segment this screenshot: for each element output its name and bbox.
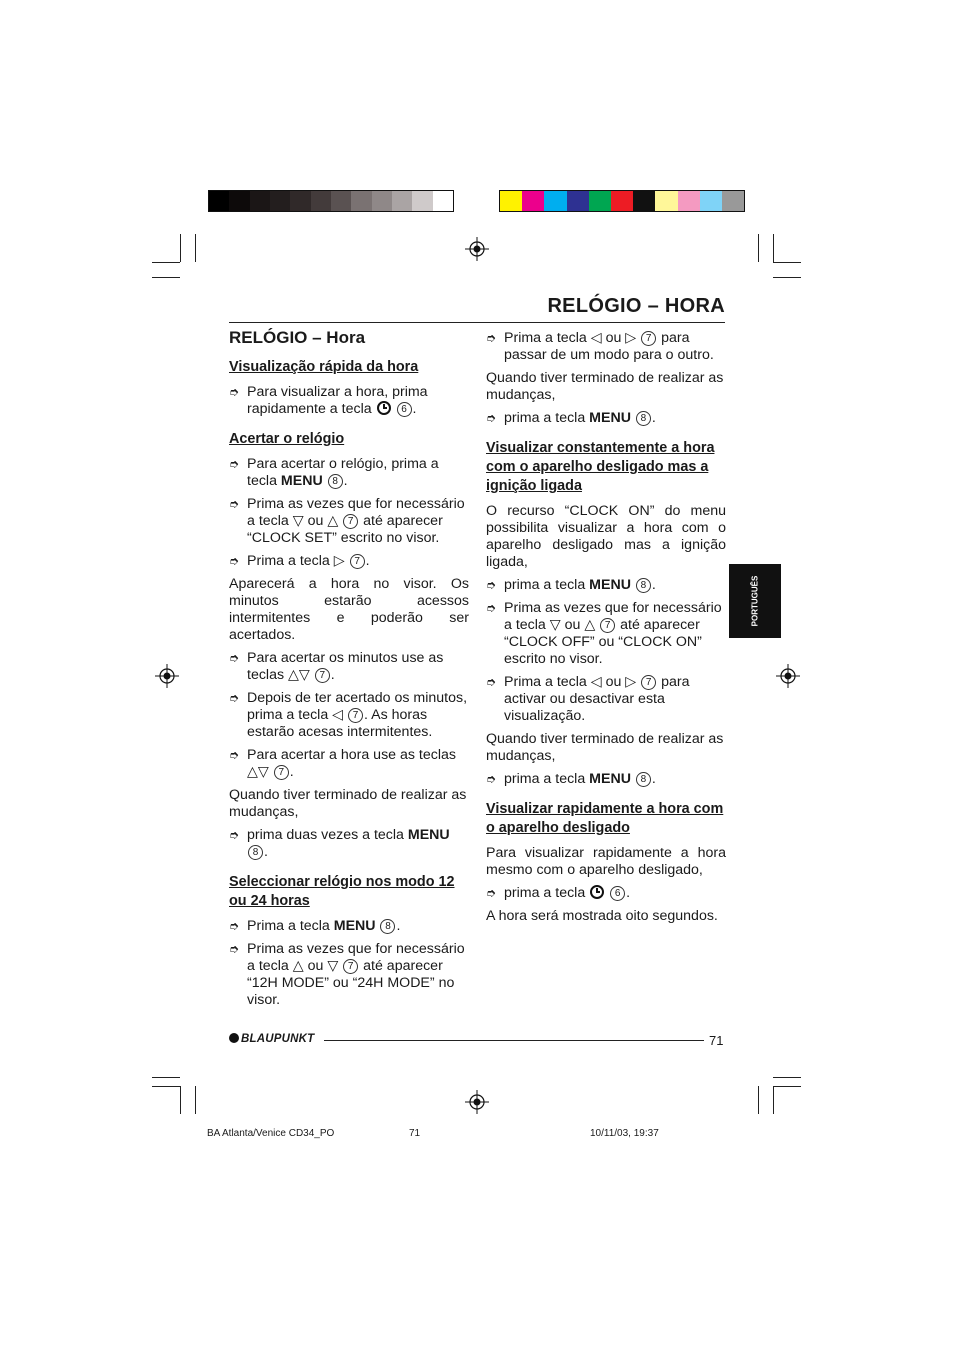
arrow-icon: ➮ (229, 651, 240, 665)
arrow-icon: ➮ (229, 919, 240, 933)
instruction-item: ➮ prima a tecla MENU 8 . (486, 410, 656, 426)
key-number: 7 (348, 708, 363, 723)
registration-mark-icon (155, 664, 179, 688)
page-title: RELÓGIO – HORA (547, 295, 725, 317)
instruction-item: ➮ prima duas vezes a tecla MENU 8 . (229, 827, 450, 860)
key-number: 7 (274, 765, 289, 780)
key-number: 8 (636, 772, 651, 787)
registration-mark-icon (465, 1090, 489, 1114)
key-number: 7 (350, 554, 365, 569)
calibration-swatch (290, 191, 310, 211)
crop-mark (195, 1086, 196, 1114)
crop-mark (152, 277, 180, 278)
arrow-icon: ➮ (486, 675, 497, 689)
calibration-swatch (270, 191, 290, 211)
arrow-icon: ➮ (486, 331, 497, 345)
instruction-item: ➮ Prima a tecla ◁ ou ▷ 7 para passar de um modo para o outro. (486, 330, 714, 363)
crop-mark (773, 277, 801, 278)
crop-mark (758, 1086, 759, 1114)
calibration-swatch (412, 191, 432, 211)
arrow-icon: ➮ (229, 691, 240, 705)
crop-mark (773, 234, 774, 262)
arrow-icon: ➮ (229, 554, 240, 568)
title-divider (229, 322, 725, 323)
clock-icon (590, 885, 604, 899)
crop-mark (195, 234, 196, 262)
calibration-swatch (611, 191, 633, 211)
paragraph: Aparecerá a hora no visor. Os minutos estarão acessos intermitentes e poderão ser acertados. (229, 576, 469, 643)
calibration-swatch (678, 191, 700, 211)
key-number: 7 (343, 514, 358, 529)
crop-mark (773, 262, 801, 263)
key-number: 8 (636, 578, 651, 593)
arrow-icon: ➮ (229, 385, 240, 399)
instruction-item: ➮ Prima as vezes que for necessário a tecla △ ou ▽ 7 até aparecer “12H MODE” ou “24H MODE” no visor. (229, 941, 465, 1008)
brand-logo: BLAUPUNKT (229, 1033, 314, 1045)
calibration-swatch (589, 191, 611, 211)
clock-icon (377, 401, 391, 415)
paragraph: O recurso “CLOCK ON” do menu possibilita visualizar a hora com o aparelho desligado mas a ignição ligada, (486, 503, 726, 570)
crop-mark (180, 1086, 181, 1114)
instruction-item: ➮ prima a tecla 6 . (486, 885, 631, 901)
calibration-swatch (500, 191, 522, 211)
key-number: 6 (397, 402, 412, 417)
instruction-item: ➮ Prima a tecla MENU 8 . (229, 918, 401, 934)
arrow-icon: ➮ (229, 457, 240, 471)
slug-page: 71 (409, 1128, 421, 1139)
paragraph: Quando tiver terminado de realizar as mudanças, (486, 731, 724, 764)
instruction-item: ➮ Para acertar o relógio, prima a tecla MENU 8 . (229, 456, 439, 489)
arrow-icon: ➮ (229, 942, 240, 956)
key-number: 8 (248, 845, 263, 860)
paragraph: Quando tiver terminado de realizar as mudanças, (229, 787, 467, 820)
instruction-item: ➮ Para acertar os minutos use as teclas △▽ 7 . (229, 650, 444, 683)
instruction-item: ➮ Prima a tecla ◁ ou ▷ 7 para activar ou desactivar esta visualização. (486, 674, 690, 724)
paragraph: Para visualizar rapidamente a hora mesmo com o aparelho desligado, (486, 845, 726, 878)
key-number: 7 (600, 618, 615, 633)
subsection-title: Visualizar constantemente a hora com o aparelho desligado mas a ignição ligada (486, 440, 715, 494)
arrow-icon: ➮ (486, 886, 497, 900)
subsection-title: Acertar o relógio (229, 431, 345, 447)
crop-mark (773, 1077, 801, 1078)
section-title: RELÓGIO – Hora (229, 328, 366, 347)
key-number: 7 (343, 959, 358, 974)
crop-mark (152, 1086, 180, 1087)
registration-mark-icon (776, 664, 800, 688)
calibration-swatch (392, 191, 412, 211)
arrow-icon: ➮ (229, 828, 240, 842)
calibration-swatch (311, 191, 331, 211)
instruction-item: ➮ Prima as vezes que for necessário a tecla ▽ ou △ 7 até aparecer “CLOCK OFF” ou “CLOCK ON” escrito no visor. (486, 600, 722, 667)
logo-dot-icon (229, 1033, 239, 1043)
registration-mark-icon (465, 237, 489, 261)
subsection-title: Visualização rápida da hora (229, 359, 419, 375)
instruction-item: ➮ Prima a tecla ▷ 7 . (229, 553, 370, 569)
instruction-item: ➮ Prima as vezes que for necessário a tecla ▽ ou △ 7 até aparecer “CLOCK SET” escrito no visor. (229, 496, 465, 546)
calibration-swatch (250, 191, 270, 211)
crop-mark (758, 234, 759, 262)
key-number: 7 (641, 331, 656, 346)
crop-mark (152, 262, 180, 263)
paragraph: Quando tiver terminado de realizar as mudanças, (486, 370, 724, 403)
instruction-item: ➮ Depois de ter acertado os minutos, prima a tecla ◁ 7 . As horas estarão acesas intermitentes. (229, 690, 468, 740)
slug-datetime: 10/11/03, 19:37 (590, 1128, 659, 1139)
calibration-swatch (522, 191, 544, 211)
left-column (229, 326, 469, 1015)
calibration-swatch (722, 191, 744, 211)
arrow-icon: ➮ (229, 497, 240, 511)
key-number: 8 (636, 411, 651, 426)
key-number: 7 (641, 675, 656, 690)
subsection-title: Seleccionar relógio nos modo 12 ou 24 horas (229, 874, 455, 909)
arrow-icon: ➮ (229, 748, 240, 762)
calibration-swatch (331, 191, 351, 211)
key-number: 7 (315, 668, 330, 683)
subsection-title: Visualizar rapidamente a hora com o aparelho desligado (486, 801, 724, 836)
instruction-item: ➮ Para visualizar a hora, prima rapidamente a tecla 6 . (229, 384, 428, 417)
calibration-swatch (567, 191, 589, 211)
crop-mark (180, 234, 181, 262)
slug-file: BA Atlanta/Venice CD34_PO (207, 1128, 335, 1139)
calibration-swatch (209, 191, 229, 211)
calibration-swatch (351, 191, 371, 211)
language-tab: PORTUGUÊS (729, 564, 781, 638)
arrow-icon: ➮ (486, 578, 497, 592)
instruction-item: ➮ prima a tecla MENU 8 . (486, 577, 656, 593)
paragraph: A hora será mostrada oito segundos. (486, 908, 718, 924)
calibration-swatch (633, 191, 655, 211)
instruction-item: ➮ prima a tecla MENU 8 . (486, 771, 656, 787)
calibration-swatch (433, 191, 453, 211)
key-number: 8 (328, 474, 343, 489)
arrow-icon: ➮ (486, 411, 497, 425)
crop-mark (773, 1086, 801, 1087)
calibration-swatch (544, 191, 566, 211)
key-number: 6 (610, 886, 625, 901)
calibration-swatch (700, 191, 722, 211)
calibration-swatch (229, 191, 249, 211)
key-number: 8 (380, 919, 395, 934)
arrow-icon: ➮ (486, 772, 497, 786)
instruction-item: ➮ Para acertar a hora use as teclas △▽ 7 . (229, 747, 456, 780)
page-number: 71 (709, 1033, 724, 1048)
footer-divider (324, 1040, 704, 1041)
calibration-swatch (655, 191, 677, 211)
arrow-icon: ➮ (486, 601, 497, 615)
grayscale-calibration-bar (208, 190, 454, 212)
crop-mark (152, 1077, 180, 1078)
crop-mark (773, 1086, 774, 1114)
right-column (486, 326, 726, 931)
calibration-swatch (372, 191, 392, 211)
color-calibration-bar (499, 190, 745, 212)
